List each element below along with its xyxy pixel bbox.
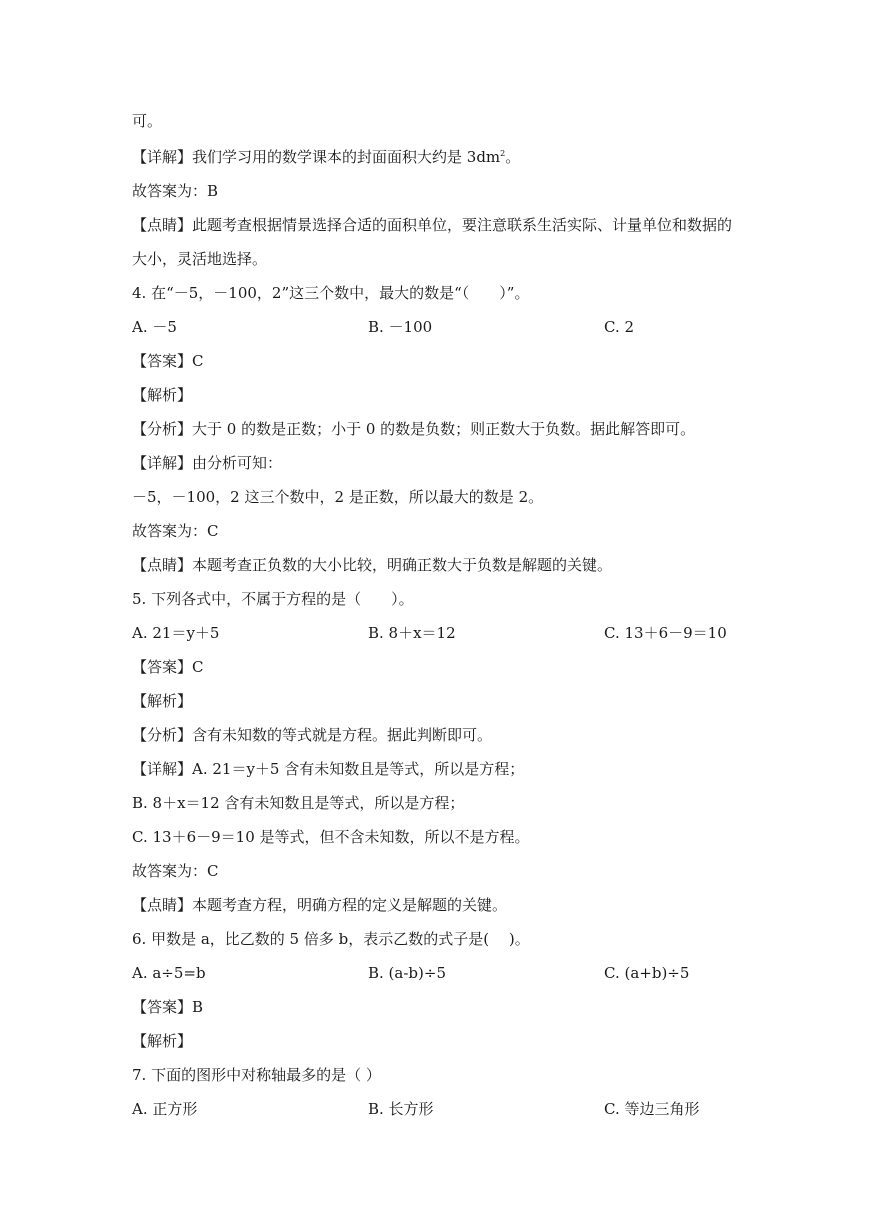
analysis-heading: 【解析】 [132,1032,193,1050]
q6-option-c: C. (a+b)÷5 [604,964,690,982]
question-4: 4. 在“－5，－100，2”这三个数中，最大的数是“（ ）”。 [132,284,530,302]
answer: 【答案】C [132,352,204,370]
answer: 【答案】C [132,658,204,676]
text-line: 故答案为：C [132,862,219,880]
q6-option-a: A. a÷5=b [132,964,206,982]
question-5: 5. 下列各式中，不属于方程的是（ ）。 [132,590,414,608]
text-line: B. 8＋x＝12 含有未知数且是等式，所以是方程； [132,794,465,812]
text-line [132,147,520,167]
analysis-heading: 【解析】 [132,692,193,710]
q4-option-a: A. －5 [132,318,177,336]
text-line: －5，－100，2 这三个数中，2 是正数，所以最大的数是 2。 [132,488,544,506]
q7-option-b: B. 长方形 [368,1100,434,1118]
text-line: 【分析】含有未知数的等式就是方程。据此判断即可。 [132,726,493,744]
text-line: 【点睛】本题考查方程，明确方程的定义是解题的关键。 [132,896,508,914]
text-line: 【点睛】本题考查正负数的大小比较，明确正数大于负数是解题的关键。 [132,556,613,574]
text-line: 【详解】由分析可知： [132,454,283,472]
analysis-heading: 【解析】 [132,386,193,404]
answer: 【答案】B [132,998,204,1016]
q5-option-a: A. 21＝y＋5 [132,624,220,642]
text-line: 可。 [132,112,163,130]
text-line: C. 13＋6－9＝10 是等式，但不含未知数，所以不是方程。 [132,828,530,846]
detail-text: 【详解】我们学习用的数学课本的封面面积大约是 3dm [132,148,501,166]
question-6: 6. 甲数是 a，比乙数的 5 倍多 b，表示乙数的式子是( )。 [132,930,530,948]
text-line: 【点睛】此题考查根据情景选择合适的面积单位，要注意联系生活实际、计量单位和数据的 [132,216,733,234]
superscript: 2 [500,149,506,158]
text-line: 【详解】A. 21＝y＋5 含有未知数且是等式，所以是方程； [132,760,525,778]
q7-option-c: C. 等边三角形 [604,1100,700,1118]
q5-option-c: C. 13＋6－9＝10 [604,624,727,642]
text-line: 【分析】大于 0 的数是正数；小于 0 的数是负数；则正数大于负数。据此解答即可。 [132,420,696,438]
text-line: 故答案为：B [132,182,219,200]
q7-option-a: A. 正方形 [132,1100,198,1118]
question-7: 7. 下面的图形中对称轴最多的是（ ） [132,1066,381,1084]
text-line: 故答案为：C [132,522,219,540]
q6-option-b: B. (a-b)÷5 [368,964,446,982]
q5-option-b: B. 8＋x＝12 [368,624,456,642]
q4-option-c: C. 2 [604,318,635,336]
punctuation: 。 [505,148,521,166]
q4-option-b: B. －100 [368,318,433,336]
text-line: 大小，灵活地选择。 [132,250,268,268]
